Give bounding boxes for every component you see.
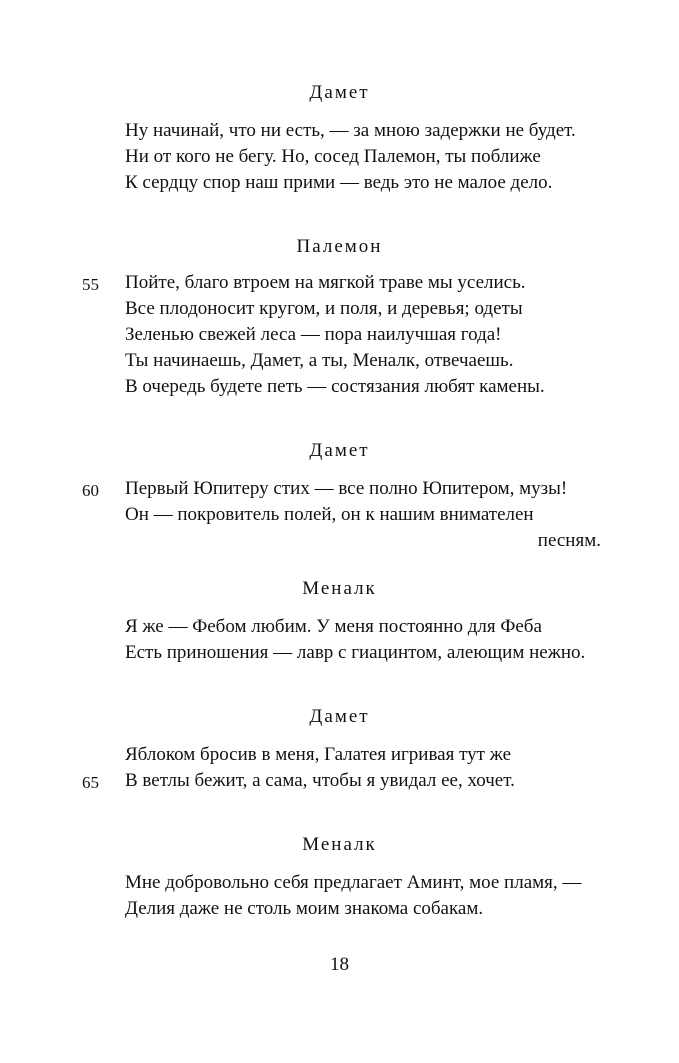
line-number: 55 [82, 275, 99, 294]
verse-line: Ну начинай, что ни есть, — за мною задержки не будет. [125, 120, 576, 141]
verse-line: Первый Юпитеру стих — все полно Юпитером, музы! [125, 478, 568, 499]
page-number: 18 [330, 954, 349, 975]
verse-line: В ветлы бежит, а сама, чтобы я увидал ее, хочет. [125, 770, 515, 791]
verse-line: Я же — Фебом любим. У меня постоянно для Феба [125, 616, 542, 637]
speaker-heading: Дамет [309, 82, 370, 103]
verse-line: Ты начинаешь, Дамет, а ты, Меналк, отвечаешь. [125, 350, 514, 371]
verse-line: Есть приношения — лавр с гиацинтом, алеющим нежно. [125, 642, 586, 663]
speaker-heading: Меналк [302, 578, 377, 599]
verse-line: Он — покровитель полей, он к нашим внимателен [125, 504, 534, 525]
verse-line: Все плодоносит кругом, и поля, и деревья; одеты [125, 298, 523, 319]
speaker-heading: Палемон [296, 236, 383, 257]
line-number: 65 [82, 773, 99, 792]
speaker-heading: Меналк [302, 834, 377, 855]
speaker-heading: Дамет [309, 706, 370, 727]
verse-line: Зеленью свежей леса — пора наилучшая года! [125, 324, 502, 345]
verse-line: Яблоком бросив в меня, Галатея игривая тут же [125, 744, 512, 765]
verse-line-continuation: песням. [537, 530, 601, 551]
verse-line: Ни от кого не бегу. Но, сосед Палемон, ты поближе [125, 146, 541, 167]
verse-line: К сердцу спор наш прими — ведь это не малое дело. [125, 172, 553, 193]
speaker-heading: Дамет [309, 440, 370, 461]
verse-line: Пойте, благо втроем на мягкой траве мы уселись. [125, 272, 526, 293]
verse-line: Делия даже не столь моим знакома собакам. [125, 898, 484, 919]
line-number: 60 [82, 481, 99, 500]
verse-line: В очередь будете петь — состязания любят камены. [125, 376, 545, 397]
verse-line: Мне добровольно себя предлагает Аминт, мое пламя, — [125, 872, 582, 893]
